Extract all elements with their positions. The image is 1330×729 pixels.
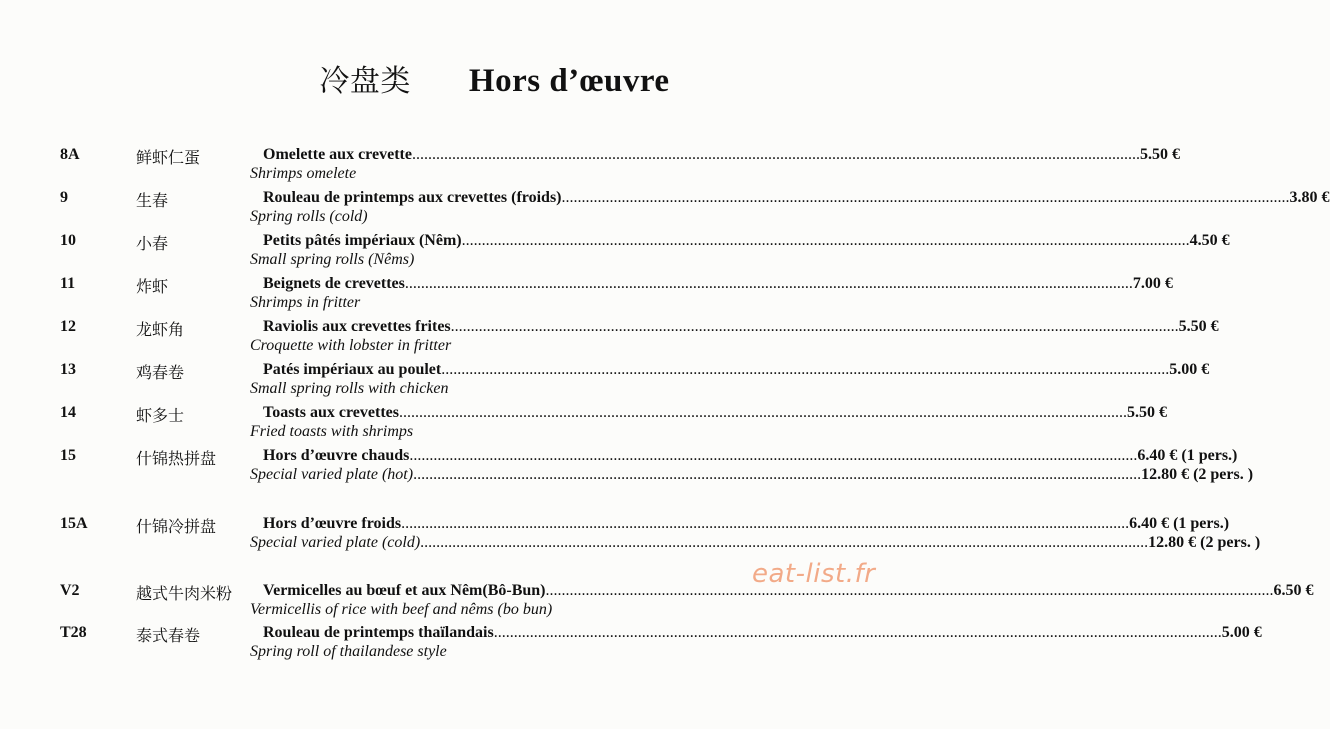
item-french-name: Vermicelles au bœuf et aux Nêm(Bô-Bun) xyxy=(263,582,546,599)
dot-leader: ...................................................................................................................................................................................... xyxy=(420,534,1149,551)
page-title xyxy=(0,56,989,100)
item-french-name: Raviolis aux crevettes frites xyxy=(263,318,451,335)
item-french-name: Toasts aux crevettes xyxy=(263,404,399,421)
item-chinese-name: 什锦热拼盘 xyxy=(136,449,217,468)
item-french-name: Hors d’œuvre froids xyxy=(263,515,402,532)
item-chinese-name: 炸虾 xyxy=(136,277,169,296)
item-french-line xyxy=(263,404,1167,422)
item-english-line xyxy=(250,601,552,619)
item-english-line xyxy=(250,466,1254,484)
dot-leader: ...................................................................................................................................................................................... xyxy=(413,466,1142,483)
item-french-name: Rouleau de printemps thaïlandais xyxy=(263,624,494,641)
item-price-2-pers: 12.80 € (2 pers. ) xyxy=(1141,466,1254,483)
item-price: 5.50 € xyxy=(1126,404,1167,421)
item-code: 15A xyxy=(60,515,88,532)
dot-leader: ...................................................................................................................................................................................... xyxy=(398,404,1127,421)
item-chinese-name: 虾多士 xyxy=(136,406,185,425)
dot-leader: ...................................................................................................................................................................................... xyxy=(404,275,1133,292)
item-price-2-pers: 12.80 € (2 pers. ) xyxy=(1148,534,1261,551)
dot-leader: ...................................................................................................................................................................................... xyxy=(493,624,1222,641)
title-french: Hors d’œuvre xyxy=(468,63,670,99)
item-chinese-name: 泰式春卷 xyxy=(136,626,201,645)
item-french-line xyxy=(263,146,1180,164)
item-french-name: Petits pâtés impériaux (Nêm) xyxy=(263,232,462,249)
item-english-line xyxy=(250,337,451,355)
item-english-line xyxy=(250,294,360,312)
item-french-name: Patés impériaux au poulet xyxy=(263,361,442,378)
item-english-name: Shrimps in fritter xyxy=(250,294,361,311)
item-price: 4.50 € xyxy=(1189,232,1230,249)
dot-leader: ...................................................................................................................................................................................... xyxy=(441,361,1170,378)
item-price: 6.50 € xyxy=(1273,582,1314,599)
item-price: 6.40 € (1 pers.) xyxy=(1129,515,1230,532)
item-english-name: Special varied plate (cold) xyxy=(250,534,421,551)
item-french-name: Hors d’œuvre chauds xyxy=(263,447,410,464)
item-english-line xyxy=(250,251,414,269)
item-price: 5.00 € xyxy=(1221,624,1262,641)
title-chinese: 冷盘类 xyxy=(319,64,411,99)
item-french-line xyxy=(263,624,1262,642)
item-code: 9 xyxy=(60,189,68,206)
dot-leader: ...................................................................................................................................................................................... xyxy=(545,582,1274,599)
item-code: V2 xyxy=(60,582,80,599)
item-code: 15 xyxy=(60,447,76,464)
item-french-name: Omelette aux crevette xyxy=(263,146,412,163)
item-code: 10 xyxy=(60,232,76,249)
dot-leader: ...................................................................................................................................................................................... xyxy=(401,515,1130,532)
item-english-name: Special varied plate (hot) xyxy=(250,466,414,483)
item-code: 8A xyxy=(60,146,80,163)
item-chinese-name: 鸡春卷 xyxy=(136,363,185,382)
item-price: 3.80 € xyxy=(1289,189,1330,206)
item-english-name: Small spring rolls (Nêms) xyxy=(250,251,415,268)
item-chinese-name: 生春 xyxy=(136,191,169,210)
item-english-name: Spring rolls (cold) xyxy=(250,208,368,225)
item-english-name: Small spring rolls with chicken xyxy=(250,380,449,397)
item-chinese-name: 鲜虾仁蛋 xyxy=(136,148,201,167)
item-price: 5.50 € xyxy=(1178,318,1219,335)
item-chinese-name: 小春 xyxy=(136,234,169,253)
item-price: 6.40 € (1 pers.) xyxy=(1137,447,1238,464)
item-english-line xyxy=(250,380,449,398)
item-price: 5.00 € xyxy=(1169,361,1210,378)
dot-leader: ...................................................................................................................................................................................... xyxy=(561,189,1290,206)
item-french-line xyxy=(263,361,1210,379)
item-english-line xyxy=(250,208,368,226)
item-french-line xyxy=(263,189,1330,207)
item-code: 11 xyxy=(60,275,76,292)
item-code: 12 xyxy=(60,318,76,335)
dot-leader: ...................................................................................................................................................................................... xyxy=(411,146,1140,163)
item-french-name: Rouleau de printemps aux crevettes (froids) xyxy=(263,189,562,206)
item-english-name: Croquette with lobster in fritter xyxy=(250,337,452,354)
item-chinese-name: 越式牛肉米粉 xyxy=(136,584,233,603)
item-code: 14 xyxy=(60,404,76,421)
item-english-line xyxy=(250,423,413,441)
item-english-line xyxy=(250,165,356,183)
item-english-name: Vermicellis of rice with beef and nêms (bo bun) xyxy=(250,601,553,618)
dot-leader: ...................................................................................................................................................................................... xyxy=(450,318,1179,335)
item-code: 13 xyxy=(60,361,76,378)
item-english-line xyxy=(250,534,1261,552)
item-chinese-name: 龙虾角 xyxy=(136,320,185,339)
item-english-line xyxy=(250,643,447,661)
item-french-line xyxy=(263,318,1219,336)
item-english-name: Spring roll of thailandese style xyxy=(250,643,447,660)
item-french-line xyxy=(263,515,1230,533)
item-english-name: Fried toasts with shrimps xyxy=(250,423,414,440)
item-price: 7.00 € xyxy=(1132,275,1173,292)
item-french-line xyxy=(263,232,1230,250)
item-code: T28 xyxy=(60,624,87,641)
dot-leader: ...................................................................................................................................................................................... xyxy=(409,447,1138,464)
item-french-line xyxy=(263,275,1173,293)
item-price: 5.50 € xyxy=(1139,146,1180,163)
item-english-name: Shrimps omelete xyxy=(250,165,357,182)
dot-leader: ...................................................................................................................................................................................... xyxy=(461,232,1190,249)
watermark: eat-list.fr xyxy=(752,559,876,589)
item-chinese-name: 什锦冷拼盘 xyxy=(136,517,217,536)
item-french-line xyxy=(263,447,1238,465)
item-french-name: Beignets de crevettes xyxy=(263,275,405,292)
